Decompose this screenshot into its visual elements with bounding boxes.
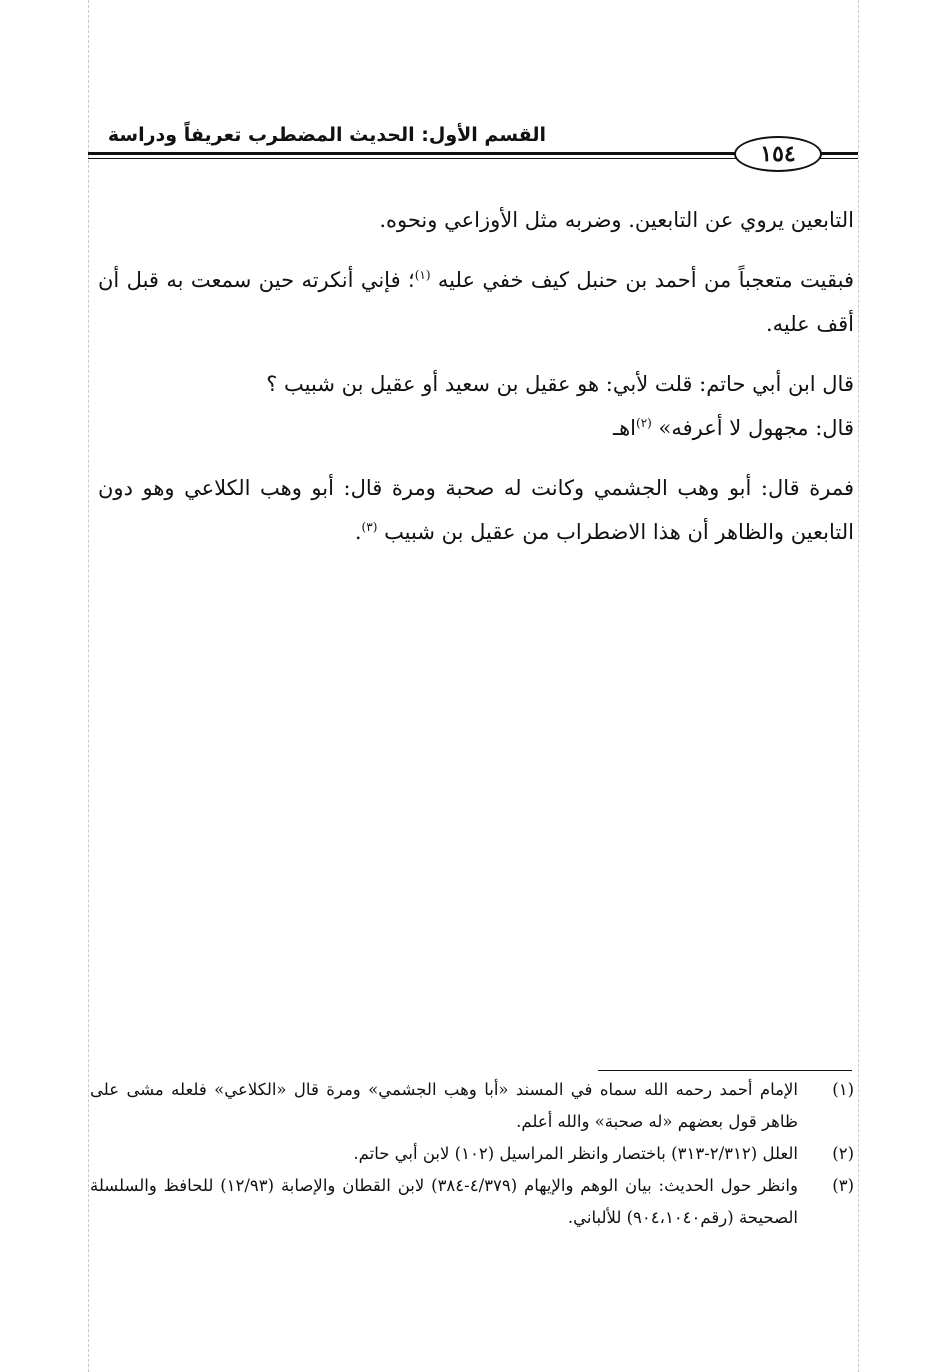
paragraph-2-text-b: ؛ فإني أنكرته حين سمعت به قبل أن أقف عليه. xyxy=(98,268,854,336)
paragraph-1 xyxy=(98,198,854,242)
paragraph-3 xyxy=(98,362,854,450)
page-crease-left xyxy=(88,0,89,1372)
paragraph-3-text-b: قال: مجهول لا أعرفه» xyxy=(658,416,854,440)
footnotes xyxy=(90,1074,854,1234)
footnote-1-text: الإمام أحمد رحمه الله سماه في المسند «أبا وهب الجشمي» ومرة قال «الكلاعي» فلعله مشى على ظاهر قول بعضهم «له صحبة» والله أعلم. xyxy=(90,1080,798,1131)
paragraph-4-text-a: فمرة قال: أبو وهب الجشمي وكانت له صحبة ومرة قال: أبو وهب الكلاعي وهو دون التابعين والظاهر أن هذا الاضطراب من عقيل بن شبيب xyxy=(98,476,854,544)
paragraph-3-text-c: اهـ xyxy=(612,416,637,440)
footnote-2-text: العلل (٢/٣١٢-٣١٣) باختصار وانظر المراسيل (١٠٢) لابن أبي حاتم. xyxy=(353,1144,798,1163)
paragraph-3-text-a: قال ابن أبي حاتم: قلت لأبي: هو عقيل بن سعيد أو عقيل بن شبيب ؟ xyxy=(266,372,854,396)
page-crease-right xyxy=(858,0,859,1372)
header-rule xyxy=(88,152,738,155)
body-text xyxy=(98,198,854,570)
page-header xyxy=(88,112,858,192)
page-number: ١٥٤ xyxy=(734,136,822,172)
paragraph-1-text: التابعين يروي عن التابعين. وضربه مثل الأوزاعي ونحوه. xyxy=(379,208,854,232)
footnote-1-number: (١) xyxy=(832,1080,854,1099)
note-ref-2[interactable]: (٢) xyxy=(636,416,652,430)
footnote-2 xyxy=(90,1138,854,1170)
paragraph-4 xyxy=(98,466,854,554)
paragraph-4-text-b: . xyxy=(354,520,362,544)
note-ref-1[interactable]: (١) xyxy=(414,268,431,282)
footnote-3 xyxy=(90,1170,854,1234)
header-rule-right-thin xyxy=(820,158,858,159)
paragraph-2 xyxy=(98,258,854,346)
running-title: القسم الأول: الحديث المضطرب تعريفاً ودراسة xyxy=(107,124,546,146)
footnote-3-text: وانظر حول الحديث: بيان الوهم والإيهام (٤/٣٧٩-٣٨٤) لابن القطان والإصابة (١٢/٩٣) للحافظ والسلسلة الصحيحة (رقم٩٠٤،١٠٤٠) للألباني. xyxy=(90,1176,798,1227)
footnote-rule xyxy=(598,1070,852,1071)
header-rule-right xyxy=(820,152,858,155)
note-ref-3[interactable]: (٣) xyxy=(361,520,378,534)
paragraph-2-text-a: فبقيت متعجباً من أحمد بن حنبل كيف خفي عليه xyxy=(437,268,854,292)
header-rule-thin xyxy=(88,158,738,159)
footnote-1 xyxy=(90,1074,854,1138)
footnote-3-number: (٣) xyxy=(832,1176,854,1195)
footnote-2-number: (٢) xyxy=(832,1144,854,1163)
